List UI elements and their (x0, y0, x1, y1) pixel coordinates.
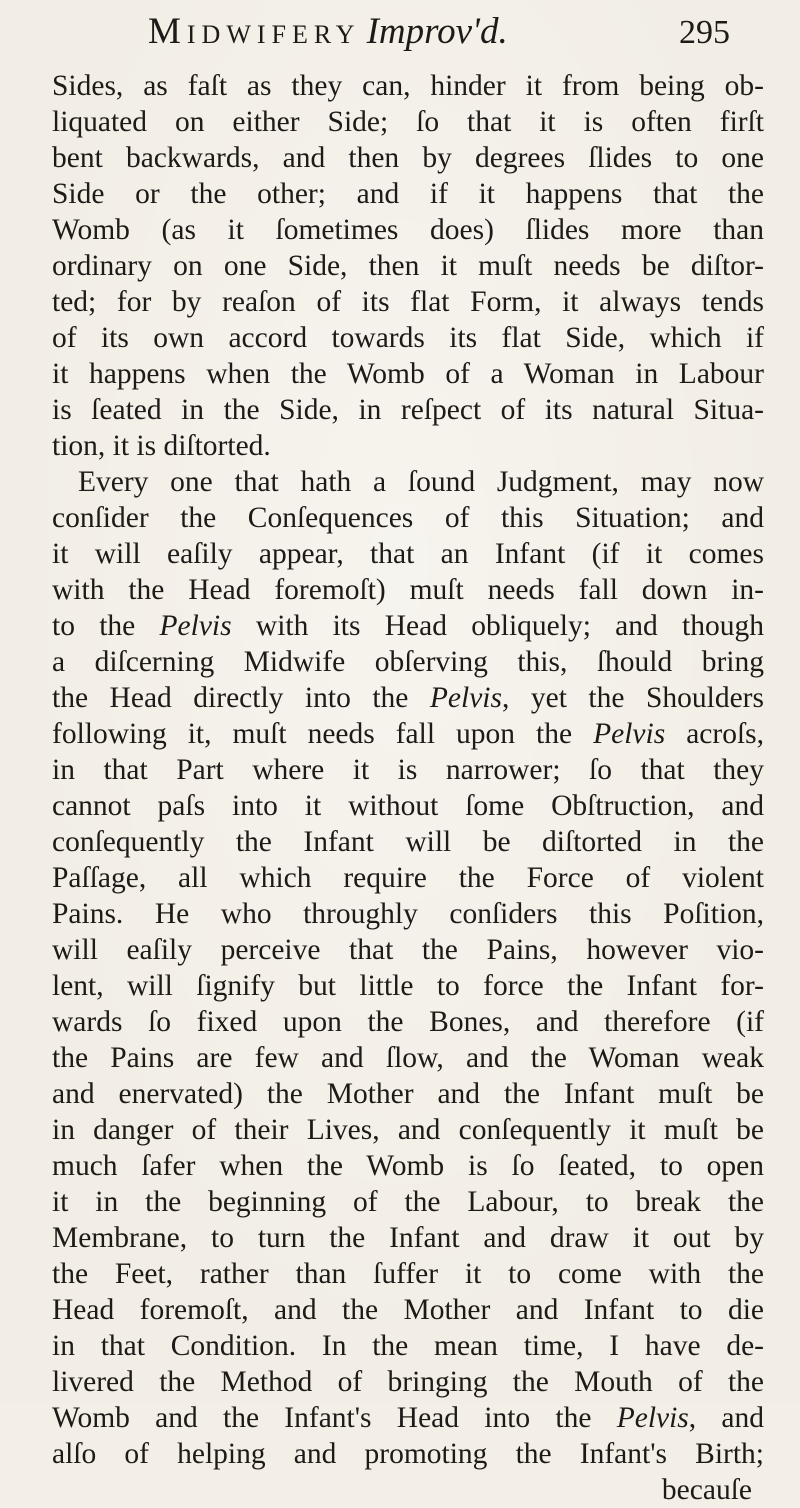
text-line: tion, it is diſtorted. (52, 430, 271, 462)
text-line: ted; for by reaſon of its flat Form, it always tends (52, 286, 764, 318)
text-line: is ſeated in the Side, in reſpect of its natural Situa- (52, 394, 764, 426)
text-line: Womb and the Infant's Head into the Pelvis, and (52, 1402, 765, 1434)
page-header (148, 6, 748, 66)
text-line: with the Head foremoſt) muſt needs fall down in- (52, 574, 764, 606)
text-line: the Pains are few and ſlow, and the Woman weak (52, 1042, 764, 1074)
running-head (148, 10, 508, 53)
text-line: of its own accord towards its flat Side, which if (52, 322, 764, 354)
text-line: Sides, as faſt as they can, hinder it from being ob- (52, 70, 764, 102)
text-line: in that Condition. In the mean time, I have de- (52, 1330, 764, 1362)
text-line: it happens when the Womb of a Woman in Labour (52, 358, 764, 390)
text-line: Head foremoſt, and the Mother and Infant to die (52, 1294, 764, 1326)
text-line: Every one that hath a ſound Judgment, may now (78, 466, 764, 498)
text-line: the Head directly into the Pelvis, yet the Shoulders (52, 682, 764, 714)
text-line: Womb (as it ſometimes does) ſlides more than (52, 214, 764, 246)
text-line: Side or the other; and if it happens that the (52, 178, 764, 210)
text-line: bent backwards, and then by degrees ſlides to one (52, 142, 764, 174)
running-head-italic: Improv'd. (366, 11, 508, 52)
page-number: 295 (679, 14, 730, 51)
running-head-title: Midwifery (148, 11, 361, 52)
text-line: lent, will ſignify but little to force the Infant for- (52, 970, 764, 1002)
text-line: alſo of helping and promoting the Infant's Birth; (52, 1438, 764, 1470)
text-line: wards ſo fixed upon the Bones, and therefore (if (52, 1006, 764, 1038)
text-line: will eaſily perceive that the Pains, however vio- (52, 934, 764, 966)
text-line: conſider the Conſequences of this Situation; and (52, 502, 764, 534)
text-line: in that Part where it is narrower; ſo that they (52, 754, 764, 786)
catchword: becauſe (661, 1474, 752, 1506)
text-line: much ſafer when the Womb is ſo ſeated, to open (52, 1150, 764, 1182)
text-line: Membrane, to turn the Infant and draw it out by (52, 1222, 764, 1254)
text-line: it will eaſily appear, that an Infant (if it comes (52, 538, 764, 570)
text-line: in danger of their Lives, and conſequently it muſt be (52, 1114, 764, 1146)
text-line: liquated on either Side; ſo that it is often firſt (52, 106, 764, 138)
text-line: following it, muſt needs fall upon the Pelvis acroſs, (52, 718, 764, 750)
text-line: conſequently the Infant will be diſtorted in the (52, 826, 764, 858)
body-text (52, 68, 764, 1508)
text-line: Pains. He who throughly conſiders this Poſition, (52, 898, 764, 930)
text-line: livered the Method of bringing the Mouth of the (52, 1366, 764, 1398)
text-line: to the Pelvis with its Head obliquely; and though (52, 610, 764, 642)
text-line: cannot paſs into it without ſome Obſtruction, and (52, 790, 764, 822)
text-line: a diſcerning Midwife obſerving this, ſhould bring (52, 646, 764, 678)
text-line: ordinary on one Side, then it muſt needs be diſtor- (52, 250, 764, 282)
text-line: Paſſage, all which require the Force of violent (52, 862, 764, 894)
text-line: and enervated) the Mother and the Infant muſt be (52, 1078, 764, 1110)
text-line: it in the beginning of the Labour, to break the (52, 1186, 764, 1218)
text-line: the Feet, rather than ſuffer it to come with the (52, 1258, 764, 1290)
